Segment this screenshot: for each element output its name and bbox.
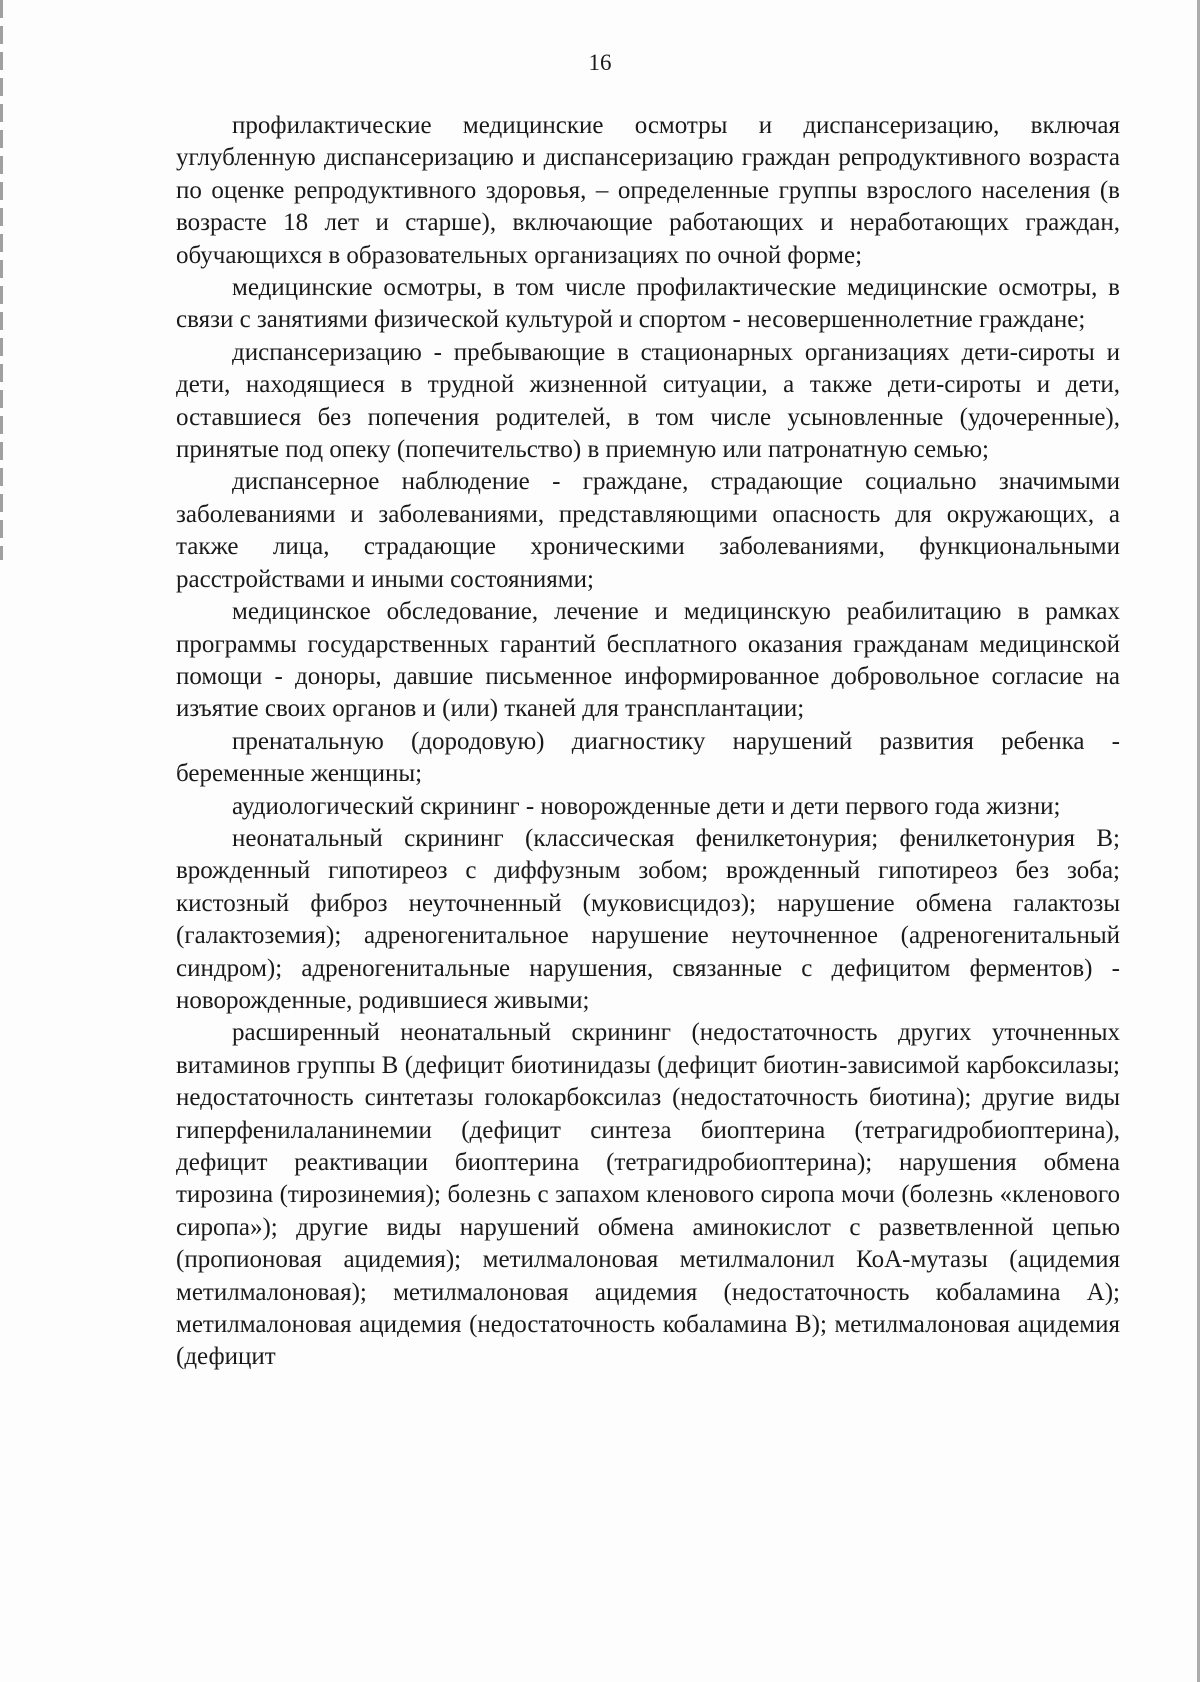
paragraph: диспансерное наблюдение - граждане, страдающие социально значимыми заболеваниями и заболеваниями, представляющими опасность для окружающих, а также лица, страдающие хроническими заболеваниями, функциональными расстройствами и иными состояниями; <box>176 468 1120 593</box>
page-number: 16 <box>588 50 612 75</box>
paragraph: медицинские осмотры, в том числе профилактические медицинские осмотры, в связи с занятиями физической культурой и спортом - несовершеннолетние граждане; <box>176 274 1120 334</box>
paragraph: неонатальный скрининг (классическая фенилкетонурия; фенилкетонурия B; врожденный гипотиреоз с диффузным зобом; врожденный гипотиреоз без зоба; кистозный фиброз неуточненный (муковисцидоз); нарушение обмена галактозы (галактоземия); адреногенитальное нарушение неуточненное (адреногенитальный синдром); адреногенитальные нарушения, связанные с дефицитом ферментов) - новорожденные, родившиеся живыми; <box>176 824 1120 1014</box>
paragraph: аудиологический скрининг - новорожденные дети и дети первого года жизни; <box>232 792 1061 820</box>
paragraph: диспансеризацию - пребывающие в стационарных организациях дети-сироты и дети, находящиеся в трудной жизненной ситуации, а также дети-сироты и дети, оставшиеся без попечения родителей, в том числе усыновленные (удочеренные), принятые под опеку (попечительство) в приемную или патронатную семью; <box>176 338 1120 464</box>
paragraph: профилактические медицинские осмотры и диспансеризацию, включая углубленную диспансеризацию и диспансеризацию граждан репродуктивного возраста по оценке репродуктивного здоровья, – определенные группы взрослого населения (в возрасте 18 лет и старше), включающие работающих и неработающих граждан, обучающихся в образовательных организациях по очной форме; <box>176 112 1120 269</box>
scan-edge-left <box>0 0 3 560</box>
document-body <box>176 110 1120 1374</box>
paragraph: медицинское обследование, лечение и медицинскую реабилитацию в рамках программы государственных гарантий бесплатного оказания гражданам медицинской помощи - доноры, давшие письменное информированное добровольное согласие на изъятие своих органов и (или) тканей для трансплантации; <box>176 598 1120 723</box>
paragraph: пренатальную (дородовую) диагностику нарушений развития ребенка - беременные женщины; <box>176 727 1120 788</box>
paragraph: расширенный неонатальный скрининг (недостаточность других уточненных витаминов группы B (дефицит биотинидазы (дефицит биотин-зависимой карбоксилазы; недостаточность синтетазы голокарбоксилаз (недостаточность биотина); другие виды гиперфенилаланинемии (дефицит синтеза биоптерина (тетрагидробиоптерина), дефицит реактивации биоптерина (тетрагидробиоптерина); нарушения обмена тирозина (тирозинемия); болезнь с запахом кленового сиропа мочи (болезнь «кленового сиропа»); другие виды нарушений обмена аминокислот с разветвленной цепью (пропионовая ацидемия); метилмалоновая метилмалонил КоА-мутазы (ацидемия метилмалоновая); метилмалоновая ацидемия (недостаточность кобаламина A); метилмалоновая ацидемия (недостаточность кобаламина B); метилмалоновая ацидемия (дефицит <box>176 1019 1120 1371</box>
